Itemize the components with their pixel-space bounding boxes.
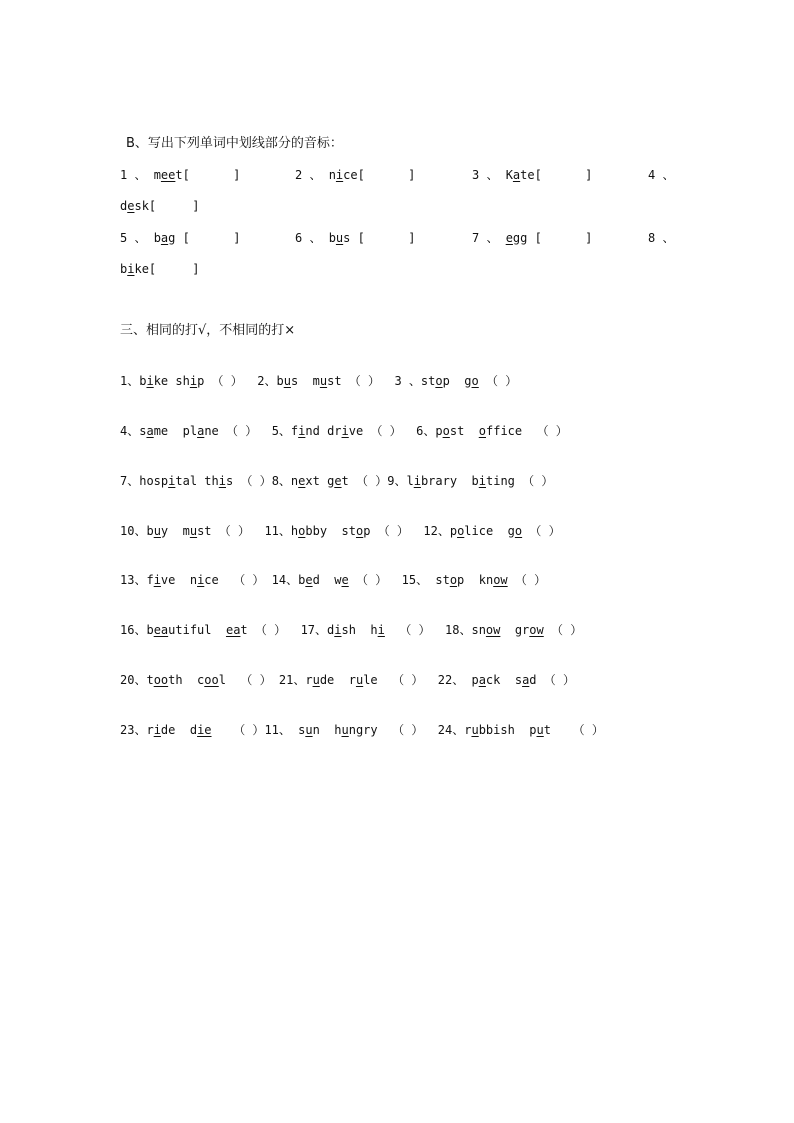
comparison-item <box>120 573 272 587</box>
answer-parentheses: （ ） <box>558 723 604 737</box>
comparison-item <box>120 673 279 687</box>
comparison-item <box>438 673 575 687</box>
underlined-letters: a <box>146 424 154 438</box>
word-part: ngry <box>348 723 378 737</box>
underlined-letters: o <box>442 424 450 438</box>
word-part: kn <box>471 573 494 587</box>
underlined-letters: u <box>153 524 161 538</box>
underlined-letters: u <box>319 374 328 388</box>
word-part: n <box>290 474 299 488</box>
underlined-letters: o <box>449 573 458 587</box>
word-part: st <box>428 573 450 587</box>
answer-parentheses: （ ） <box>211 374 258 388</box>
word-part: th <box>168 673 183 687</box>
word-part: st <box>449 424 465 438</box>
answer-parentheses: （ ） <box>233 673 279 687</box>
word-part: s <box>507 673 523 687</box>
word-part: t <box>341 474 349 488</box>
answer-parentheses: （ ） <box>529 524 561 538</box>
word-part: pl <box>175 424 198 438</box>
word-part: r <box>341 673 356 687</box>
comparison-item <box>120 474 272 488</box>
underlined-letters: u <box>305 723 313 737</box>
word-part: sn <box>471 623 486 637</box>
phonetic-item-6: 6 、 bus [ ] <box>295 231 416 245</box>
answer-parentheses: （ ） <box>384 673 438 687</box>
word-part: b <box>298 573 306 587</box>
word-part: p <box>464 673 479 687</box>
answer-parentheses: （ ） <box>348 374 395 388</box>
comparison-item <box>120 723 264 737</box>
word-part: tal <box>175 474 198 488</box>
underlined-letters: i <box>168 474 176 488</box>
item-number: 15、 <box>401 573 429 587</box>
word-part: g <box>327 474 335 488</box>
word-part: w <box>327 573 342 587</box>
underlined-letters: oo <box>153 673 169 687</box>
item-number: 24、 <box>437 723 465 737</box>
item-number: 4、 <box>120 424 140 438</box>
answer-parentheses: （ ） <box>392 623 446 637</box>
underlined-letters: u <box>471 723 479 737</box>
word-part: m <box>305 374 320 388</box>
underlined-letters: e <box>341 573 349 587</box>
word-part: st <box>334 524 356 538</box>
comparison-item <box>120 623 301 637</box>
answer-parentheses: （ ） <box>384 723 438 737</box>
word-part: h <box>327 723 342 737</box>
item-number: 16、 <box>120 623 147 637</box>
word-part: r <box>464 723 472 737</box>
comparison-item <box>257 374 394 388</box>
answer-parentheses: （ ） <box>486 374 518 388</box>
answer-parentheses: （ ） <box>226 424 272 438</box>
word-part: t <box>240 623 248 637</box>
word-part: s <box>225 474 234 488</box>
item-number: 8、 <box>271 474 291 488</box>
comparison-item <box>301 623 445 637</box>
word-part: l <box>218 673 226 687</box>
underlined-letters: i <box>146 374 154 388</box>
underlined-letters: i <box>218 474 226 488</box>
word-part: gr <box>507 623 530 637</box>
word-part: nd <box>305 424 320 438</box>
word-part: st <box>420 374 436 388</box>
word-part <box>219 623 226 637</box>
underlined-letters: a <box>522 673 530 687</box>
item-number: 9、 <box>387 474 407 488</box>
comparison-item <box>402 573 546 587</box>
word-part: b <box>276 374 284 388</box>
word-part: le <box>363 673 378 687</box>
answer-parentheses: （ ） <box>225 573 272 587</box>
item-number: 11、 <box>264 723 291 737</box>
underlined-letters: e <box>298 474 306 488</box>
item-number: 6、 <box>416 424 436 438</box>
underlined-letters: u <box>283 374 291 388</box>
item-number: 10、 <box>120 524 147 538</box>
underlined-letters: i <box>478 474 486 488</box>
underlined-letters: i <box>341 424 349 438</box>
comparison-item <box>120 374 257 388</box>
word-part: s <box>139 424 147 438</box>
word-part: p <box>449 524 458 538</box>
underlined-letters: i <box>298 424 306 438</box>
word-part: b <box>464 474 479 488</box>
item-number: 21、 <box>278 673 306 687</box>
comparison-line <box>120 373 517 389</box>
word-part: ne <box>204 424 219 438</box>
comparison-item <box>272 474 388 488</box>
word-part: de <box>160 723 176 737</box>
word-part: brary <box>420 474 458 488</box>
comparison-item <box>120 524 264 538</box>
word-part: s <box>290 723 306 737</box>
word-part: t <box>543 723 551 737</box>
item-number: 12、 <box>423 524 450 538</box>
answer-parentheses: （ ） <box>355 573 402 587</box>
underlined-letters: u <box>312 673 320 687</box>
answer-parentheses: （ ） <box>522 474 554 488</box>
word-part: t <box>146 673 154 687</box>
item-number: 3 、 <box>394 374 421 388</box>
comparison-item <box>387 474 553 488</box>
word-part: h <box>363 623 378 637</box>
word-part: st <box>197 524 212 538</box>
item-number: 22、 <box>437 673 465 687</box>
underlined-letters: i <box>153 573 161 587</box>
answer-parentheses: （ ） <box>356 474 388 488</box>
word-part: ck <box>485 673 501 687</box>
word-part: g <box>500 524 515 538</box>
underlined-letters: i <box>413 474 421 488</box>
comparison-line <box>120 622 582 638</box>
answer-parentheses: （ ） <box>550 623 583 637</box>
comparison-item <box>264 723 437 737</box>
comparison-line <box>120 473 553 489</box>
word-part: r <box>146 723 154 737</box>
comparison-line <box>120 722 604 738</box>
underlined-letters: o <box>298 524 306 538</box>
comparison-item <box>423 524 560 538</box>
underlined-letters: u <box>341 723 349 737</box>
item-number: 17、 <box>300 623 328 637</box>
word-part: p <box>457 573 465 587</box>
item-number: 7、 <box>120 474 140 488</box>
item-number: 18、 <box>445 623 472 637</box>
word-part: bbish <box>478 723 515 737</box>
underlined-letters: i <box>189 374 198 388</box>
word-part: p <box>442 374 450 388</box>
section-3-title: 三、相同的打√，不相同的打× <box>120 323 296 338</box>
underlined-letters: a <box>197 424 205 438</box>
phonetic-item-5: 5 、 bag [ ] <box>120 231 241 245</box>
comparison-item <box>272 424 416 438</box>
answer-parentheses: （ ） <box>218 723 265 737</box>
word-part: ffice <box>486 424 523 438</box>
phonetic-item-7: 7 、 egg [ ] <box>472 231 593 245</box>
underlined-letters: u <box>189 524 198 538</box>
underlined-letters: ea <box>225 623 241 637</box>
answer-parentheses: （ ） <box>218 524 265 538</box>
word-part: f <box>290 424 299 438</box>
word-part: de <box>319 673 335 687</box>
word-part: b <box>139 374 147 388</box>
underlined-letters: i <box>153 723 161 737</box>
item-number: 2、 <box>257 374 277 388</box>
phonetic-item-4: desk[ ] <box>120 199 200 213</box>
word-part: b <box>146 524 154 538</box>
underlined-letters: e <box>305 573 313 587</box>
comparison-item <box>445 623 582 637</box>
answer-parentheses: （ ） <box>370 424 417 438</box>
underlined-letters: o <box>435 374 443 388</box>
word-part: p <box>522 723 537 737</box>
answer-parentheses: （ ） <box>514 573 547 587</box>
underlined-letters: ie <box>197 723 212 737</box>
underlined-letters: ow <box>493 573 508 587</box>
item-number: 5、 <box>271 424 291 438</box>
word-part: d <box>327 623 335 637</box>
item-number: 20、 <box>120 673 147 687</box>
phonetic-item-8: bike[ ] <box>120 262 200 276</box>
word-part: sh <box>341 623 356 637</box>
underlined-letters: u <box>355 673 364 687</box>
word-part: st <box>327 374 342 388</box>
item-number: 1、 <box>120 374 140 388</box>
answer-parentheses: （ ） <box>529 424 568 438</box>
word-part: n <box>182 573 198 587</box>
comparison-line <box>120 572 546 588</box>
underlined-letters: i <box>334 623 342 637</box>
word-part: r <box>305 673 313 687</box>
word-part: c <box>189 673 205 687</box>
item-number: 14、 <box>271 573 299 587</box>
item-number: 23、 <box>120 723 147 737</box>
phonetic-item-2: 2 、 nice[ ] <box>295 168 416 182</box>
underlined-letters: i <box>377 623 385 637</box>
answer-parentheses: （ ） <box>240 474 272 488</box>
word-part: th <box>204 474 219 488</box>
word-part: me <box>153 424 169 438</box>
word-part: p <box>197 374 205 388</box>
underlined-letters: ow <box>529 623 544 637</box>
underlined-letters: o <box>471 374 479 388</box>
word-part: ting <box>486 474 515 488</box>
word-part: hosp <box>139 474 169 488</box>
underlined-letters: ow <box>485 623 501 637</box>
phonetic-item-8-number: 8 、 <box>648 231 675 245</box>
phonetic-item-3: 3 、 Kate[ ] <box>472 168 593 182</box>
comparison-item <box>416 424 568 438</box>
phonetic-item-4-number: 4 、 <box>648 168 675 182</box>
item-number: 13、 <box>120 573 147 587</box>
section-b-title: B、写出下列单词中划线部分的音标： <box>126 136 343 151</box>
word-part: utiful <box>168 623 212 637</box>
underlined-letters: o <box>355 524 364 538</box>
word-part: bby <box>305 524 328 538</box>
underlined-letters: o <box>514 524 523 538</box>
word-part <box>472 424 479 438</box>
answer-parentheses: （ ） <box>543 673 575 687</box>
comparison-item <box>438 723 604 737</box>
word-part: g <box>457 374 472 388</box>
word-part: d <box>312 573 320 587</box>
word-part: ve <box>160 573 176 587</box>
comparison-item <box>264 524 423 538</box>
comparison-item <box>120 424 272 438</box>
word-part: m <box>175 524 190 538</box>
word-part: ve <box>348 424 364 438</box>
answer-parentheses: （ ） <box>254 623 301 637</box>
comparison-item <box>272 573 402 587</box>
word-part: xt <box>305 474 320 488</box>
word-part: p <box>363 524 371 538</box>
underlined-letters: oo <box>204 673 219 687</box>
word-part: lice <box>464 524 494 538</box>
comparison-line <box>120 423 568 439</box>
underlined-letters: o <box>478 424 486 438</box>
word-part: h <box>290 524 299 538</box>
word-part: y <box>160 524 169 538</box>
underlined-letters: o <box>457 524 465 538</box>
underlined-letters: i <box>197 573 205 587</box>
word-part: d <box>529 673 537 687</box>
underlined-letters: e <box>334 474 342 488</box>
word-part: d <box>182 723 198 737</box>
item-number: 11、 <box>264 524 291 538</box>
word-part: ke <box>153 374 169 388</box>
word-part: dr <box>327 424 342 438</box>
underlined-letters: a <box>478 673 486 687</box>
word-part: n <box>312 723 320 737</box>
underlined-letters: u <box>536 723 544 737</box>
phonetic-item-1: 1 、 meet[ ] <box>120 168 241 182</box>
word-part: b <box>146 623 154 637</box>
comparison-item <box>279 673 438 687</box>
word-part: ce <box>204 573 219 587</box>
answer-parentheses: （ ） <box>377 524 424 538</box>
comparison-item <box>394 374 517 388</box>
word-part: f <box>146 573 154 587</box>
comparison-line <box>120 672 575 688</box>
word-part: p <box>435 424 443 438</box>
word-part: s <box>290 374 299 388</box>
word-part: l <box>406 474 414 488</box>
comparison-line <box>120 523 561 539</box>
underlined-letters: ea <box>153 623 169 637</box>
word-part: sh <box>175 374 190 388</box>
